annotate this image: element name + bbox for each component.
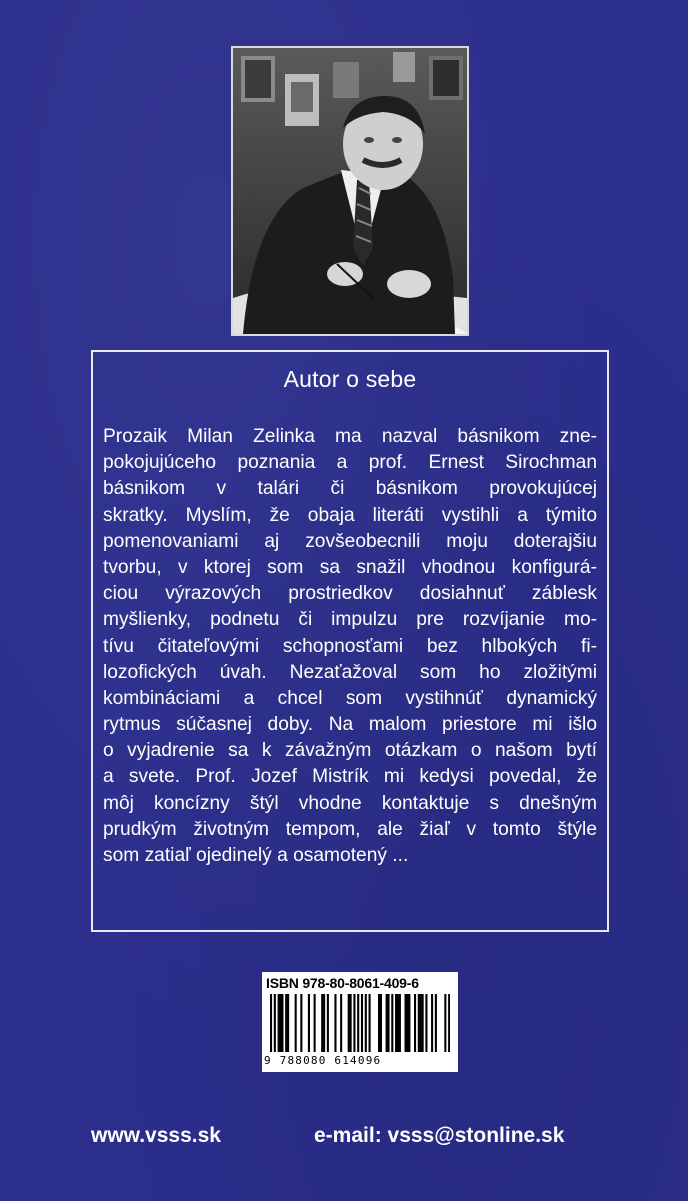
email-link[interactable]: e-mail: vsss@stonline.sk [314, 1124, 565, 1147]
barcode-bar [425, 994, 427, 1052]
barcode-bar [361, 994, 363, 1052]
barcode-bar [300, 994, 302, 1052]
barcode-bar [334, 994, 336, 1052]
barcode-bar [340, 994, 342, 1052]
barcode-bar [365, 994, 367, 1052]
barcode-bar [270, 994, 272, 1052]
about-line: tívu čitateľovými schopnosťami bez hlbokých fi- [103, 635, 597, 657]
barcode-bar [387, 994, 389, 1052]
barcode-bar [380, 994, 382, 1052]
about-line: Prozaik Milan Zelinka ma nazval básnikom zne- [103, 426, 597, 447]
barcode-bar [431, 994, 433, 1052]
about-line: kombináciami a chcel som vystihnúť dynamický [103, 687, 597, 709]
about-line: básnikom v talári či básnikom provokujúcej [103, 478, 597, 500]
barcode-bar [285, 994, 287, 1052]
barcode-bar [414, 994, 416, 1052]
about-line: o vyjadrenie sa k závažným otázkam o našom bytí [103, 740, 597, 762]
barcode-bar [279, 994, 281, 1052]
about-line: prudkým životným tempom, ale žiaľ v tomto štýle [103, 818, 597, 840]
about-line: myšlienky, podnetu či impulzu pre rozvíjanie mo- [103, 609, 597, 631]
barcode-bar [281, 994, 283, 1052]
website-link[interactable]: www.vsss.sk [91, 1124, 221, 1147]
barcode-bar [321, 994, 323, 1052]
barcode-bar [386, 994, 388, 1052]
barcode-bar [444, 994, 446, 1052]
barcode-bar [435, 994, 437, 1052]
barcode-bar [353, 994, 355, 1052]
barcode-bar [422, 994, 424, 1052]
about-author-box [91, 350, 609, 932]
barcode-bar [350, 994, 352, 1052]
about-line: rytmus súčasnej doby. Na malom priestore mi išlo [103, 714, 597, 736]
barcode-bars-icon [270, 994, 450, 1056]
barcode-bar [327, 994, 329, 1052]
barcode-bar [399, 994, 401, 1052]
barcode-bar [308, 994, 310, 1052]
about-line: a svete. Prof. Jozef Mistrík mi kedysi povedal, že [103, 766, 597, 788]
barcode-bar [287, 994, 289, 1052]
barcode-bar [278, 994, 280, 1052]
barcode-bar [448, 994, 450, 1052]
barcode-bar [378, 994, 380, 1052]
about-line: skratky. Myslím, že obaja literáti vystihli a týmito [103, 504, 597, 526]
barcode-bar [295, 994, 297, 1052]
barcode-bar [408, 994, 410, 1052]
barcode-bar [395, 994, 397, 1052]
barcode-bar [314, 994, 316, 1052]
barcode-bar [391, 994, 393, 1052]
about-line: som zatiaľ ojedinelý a osamotený ... [103, 845, 409, 866]
ean-digits: 9 788080 614096 [264, 1054, 382, 1067]
barcode-bar [369, 994, 371, 1052]
author-photo [231, 46, 469, 336]
about-line: pokojujúceho poznania a prof. Ernest Sirochman [103, 452, 597, 474]
about-line: ciou výrazových prostriedkov dosiahnuť záblesk [103, 583, 597, 605]
barcode-bar [348, 994, 350, 1052]
isbn-barcode [262, 972, 458, 1072]
about-title: Autor o sebe [283, 366, 417, 392]
isbn-label: ISBN 978-80-8061-409-6 [266, 975, 419, 991]
barcode-bar [418, 994, 420, 1052]
barcode-bar [405, 994, 407, 1052]
barcode-bar [420, 994, 422, 1052]
barcode-bar [397, 994, 399, 1052]
about-line: lozofických úvah. Nezaťažoval som ho zložitými [103, 661, 597, 683]
barcode-bar [357, 994, 359, 1052]
barcode-bar [274, 994, 276, 1052]
about-line: môj koncízny štýl vhodne kontaktuje s dnešným [103, 792, 597, 814]
author-portrait-photo-icon [233, 48, 467, 334]
barcode-bar [406, 994, 408, 1052]
about-line: tvorbu, v ktorej som sa snažil vhodnou konfigurá- [103, 556, 597, 578]
about-line: pomenovaniami aj zovšeobecnili moju doterajšiu [103, 530, 597, 552]
barcode-bar [323, 994, 325, 1052]
about-text [103, 424, 597, 869]
